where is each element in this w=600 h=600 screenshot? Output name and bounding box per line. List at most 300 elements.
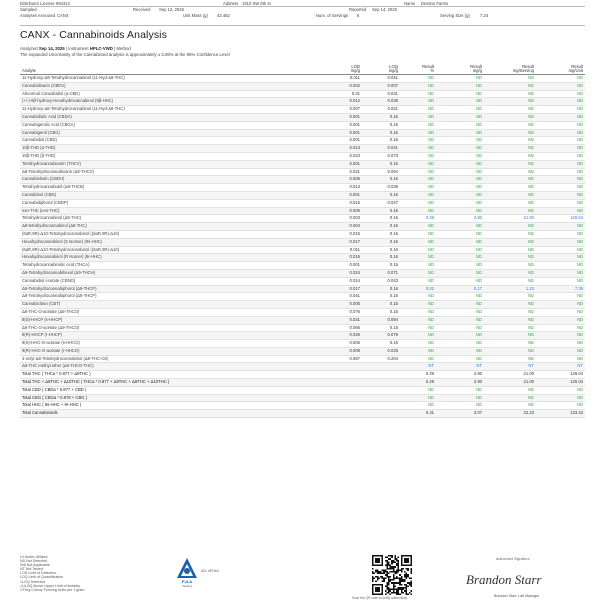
lod-value: 0.013 — [320, 145, 362, 153]
lod-value: 0.004 — [320, 223, 362, 231]
result-mg-serving: ND — [484, 269, 536, 277]
analyte-name: 10β-THD (α-THD) — [20, 145, 320, 153]
result-mg-unit: ND — [536, 402, 585, 410]
analyte-name: 11-Hydroxy-Δ8-Tetrahydrocannabinol (11-Hyd-Δ8-THC) — [20, 106, 320, 114]
loq-value — [362, 394, 400, 402]
result-mg-g: ND — [436, 75, 484, 83]
loq-value: 0.036 — [362, 98, 400, 106]
result-mg-g: ND — [436, 355, 484, 363]
analyte-name: Cannabinol (CBN) — [20, 191, 320, 199]
analyte-name: 9(S)-HHCP (s-HHCP) — [20, 316, 320, 324]
lod-value: 0.015 — [320, 230, 362, 238]
lod-value: 0.005 — [320, 176, 362, 184]
result-mg-serving: ND — [484, 386, 536, 394]
table-row — [20, 316, 585, 324]
result-mg-g: ND — [436, 106, 484, 114]
table-row — [20, 363, 585, 371]
section-rule — [20, 25, 585, 26]
result-mg-unit: ND — [536, 254, 585, 262]
table-row — [20, 340, 585, 348]
result-mg-g: ND — [436, 316, 484, 324]
table-row — [20, 285, 585, 293]
result-mg-g: ND — [436, 254, 484, 262]
result-mg-serving: ND — [484, 254, 536, 262]
result-mg-serving: ND — [484, 176, 536, 184]
result-mg-unit: ND — [536, 82, 585, 90]
analyte-name: Tetrahydrocannabutol (Δ9-THCB) — [20, 184, 320, 192]
result-mg-unit: ND — [536, 184, 585, 192]
result-percent: ND — [400, 230, 436, 238]
distributor-value: 994312 — [56, 1, 70, 6]
verification-qr-code[interactable] — [372, 555, 412, 595]
result-percent: 0.29 — [400, 379, 436, 387]
analyte-name: Tetrahydrocannabinol (Δ9-THC) — [20, 215, 320, 223]
result-mg-g: 0.17 — [436, 285, 484, 293]
signature-name: Brandon Starr, Lab Manager — [494, 594, 540, 598]
result-percent: ND — [400, 90, 436, 98]
uncertainty-note: The expanded Uncertainty of the Cannabinoid analysis is approximately ± 3.06% at the 95% Confidence Level — [20, 52, 230, 57]
legend-item: UI Under-Utilized — [20, 555, 48, 559]
lod-value: 0.014 — [320, 277, 362, 285]
analyte-name: Δ9-THC methyl ether (Δ9-THCO-THC) — [20, 363, 320, 371]
lod-value: 0.001 — [320, 262, 362, 270]
total-row — [20, 402, 585, 410]
result-percent: ND — [400, 176, 436, 184]
result-mg-serving: ND — [484, 199, 536, 207]
analyses-label: Analyses executed — [20, 13, 56, 18]
method-label: Method — [116, 46, 131, 51]
result-mg-unit: ND — [536, 386, 585, 394]
result-mg-unit: ND — [536, 324, 585, 332]
result-mg-g: ND — [436, 262, 484, 270]
analyte-name: Total THC + Δ8THC + Δ10THC ( THCa * 0.877 + Δ9THC + Δ8THC + Δ10THC ) — [20, 379, 320, 387]
result-mg-serving: 21.00 — [484, 215, 536, 223]
col-analyte: Analyte — [20, 62, 320, 75]
lod-value — [320, 410, 362, 418]
result-percent: ND — [400, 75, 436, 83]
total-row — [20, 410, 585, 418]
result-mg-unit: ND — [536, 262, 585, 270]
result-percent: ND — [400, 145, 436, 153]
address-label: Address — [223, 1, 239, 6]
analyte-name: Total THC ( THCa * 0.877 + Δ9THC ) — [20, 371, 320, 379]
result-mg-serving: ND — [484, 160, 536, 168]
analyte-name: Cannabidiolic Acid (CBDA) — [20, 113, 320, 121]
result-mg-unit: ND — [536, 293, 585, 301]
received-value: Sep 12, 2025 — [159, 7, 184, 12]
analyte-name: Δ9-THC-O-acetate (Δ9-THCO) — [20, 324, 320, 332]
result-percent: ND — [400, 106, 436, 114]
result-mg-unit: 126.04 — [536, 379, 585, 387]
table-row — [20, 324, 585, 332]
result-mg-g: ND — [436, 402, 484, 410]
result-mg-unit: ND — [536, 269, 585, 277]
result-mg-serving: ND — [484, 168, 536, 176]
result-percent: ND — [400, 191, 436, 199]
results-body — [20, 75, 585, 418]
loq-value: 0.094 — [362, 316, 400, 324]
distributor-label: Distributor License — [20, 1, 55, 6]
loq-value: 0.16 — [362, 129, 400, 137]
result-mg-serving: ND — [484, 82, 536, 90]
result-mg-serving: ND — [484, 347, 536, 355]
total-row — [20, 394, 585, 402]
table-row — [20, 121, 585, 129]
result-percent: ND — [400, 269, 436, 277]
analysis-meta: Analyzed Sep 14, 2025 | Instrument HPLC-VWD | Method — [20, 46, 131, 51]
result-mg-unit: ND — [536, 308, 585, 316]
analyte-name: Cannabigerol (CBG) — [20, 129, 320, 137]
analyte-name: Δ8-tetrahydrocannabinol (Δ8-THC) — [20, 223, 320, 231]
analyte-name: Tetrahydrocannabinolic Acid (THCA) — [20, 262, 320, 270]
result-mg-serving: ND — [484, 316, 536, 324]
result-mg-g: 2.90 — [436, 371, 484, 379]
result-mg-g: ND — [436, 160, 484, 168]
lod-value: 0.015 — [320, 199, 362, 207]
result-mg-g: ND — [436, 386, 484, 394]
legend-item: NT Not Tested — [20, 567, 43, 572]
result-mg-serving: ND — [484, 223, 536, 231]
analyte-name: 9(S)-HHC-O-acetate (s-HHCO) — [20, 340, 320, 348]
loq-value: 0.043 — [362, 277, 400, 285]
analyte-name: Δ9-Tetrahydrocannabiphorol (Δ9-THCP) — [20, 285, 320, 293]
lod-value: 0.023 — [320, 152, 362, 160]
header-info — [20, 0, 585, 18]
servings-label: Num. of Servings — [316, 13, 349, 18]
loq-value: 0.16 — [362, 121, 400, 129]
result-mg-unit: ND — [536, 121, 585, 129]
result-percent: ND — [400, 293, 436, 301]
cannabinoid-results-table — [20, 62, 585, 418]
result-percent: ND — [400, 355, 436, 363]
table-row — [20, 129, 585, 137]
result-mg-g: ND — [436, 394, 484, 402]
result-mg-g: ND — [436, 269, 484, 277]
lod-value: 0.001 — [320, 160, 362, 168]
result-mg-serving: ND — [484, 262, 536, 270]
lod-value: 0.011 — [320, 75, 362, 83]
qr-caption: Scan the QR code to verify authenticity — [352, 596, 408, 600]
result-percent: 0.29 — [400, 371, 436, 379]
analyte-name: Cannabigerolic Acid (CBGA) — [20, 121, 320, 129]
result-mg-g: ND — [436, 129, 484, 137]
table-row — [20, 168, 585, 176]
result-mg-serving: ND — [484, 301, 536, 309]
result-mg-g: ND — [436, 246, 484, 254]
col-loq: LOQ mg/g — [362, 62, 400, 75]
result-mg-g: 3.07 — [436, 410, 484, 418]
result-mg-unit: ND — [536, 332, 585, 340]
pjla-sub-text: Testing — [182, 584, 192, 588]
lod-value: 0.031 — [320, 316, 362, 324]
result-mg-serving: ND — [484, 137, 536, 145]
lod-value: 0.005 — [320, 301, 362, 309]
result-percent: ND — [400, 168, 436, 176]
abbreviation-legend — [20, 555, 84, 592]
loq-value: 0.047 — [362, 199, 400, 207]
loq-value: 0.16 — [362, 246, 400, 254]
result-mg-unit: 7.39 — [536, 285, 585, 293]
loq-value: 0.073 — [362, 152, 400, 160]
analyte-name: Δ8-THC-O-acetate (Δ8-THCO) — [20, 308, 320, 316]
loq-value: 0.16 — [362, 160, 400, 168]
total-row — [20, 379, 585, 387]
table-row — [20, 199, 585, 207]
lod-value: 0.005 — [320, 207, 362, 215]
legend-item: >ULOQ Above Upper Limit of linearity — [20, 583, 81, 588]
result-mg-unit: 126.04 — [536, 215, 585, 223]
result-mg-g: ND — [436, 293, 484, 301]
loq-value: 0.16 — [362, 301, 400, 309]
loq-value: 0.16 — [362, 223, 400, 231]
result-percent: ND — [400, 316, 436, 324]
result-mg-g: ND — [436, 207, 484, 215]
reported-value: Sep 14, 2025 — [372, 7, 397, 12]
lod-value: 0.017 — [320, 238, 362, 246]
result-mg-unit: ND — [536, 98, 585, 106]
result-mg-unit: ND — [536, 246, 585, 254]
table-row — [20, 184, 585, 192]
result-mg-serving: ND — [484, 129, 536, 137]
result-mg-unit: 133.43 — [536, 410, 585, 418]
lod-value: 0.001 — [320, 137, 362, 145]
result-mg-g: ND — [436, 137, 484, 145]
name-value: Destino Farms — [421, 1, 449, 6]
result-mg-serving: ND — [484, 277, 536, 285]
result-mg-g: ND — [436, 223, 484, 231]
analyte-name: 11-Hydroxy-Δ9-Tetrahydrocannabinol (11-Hyd-Δ9-THC) — [20, 75, 320, 83]
loq-value: 0.007 — [362, 82, 400, 90]
legend-item: N/A Not Applicable — [20, 563, 50, 568]
result-mg-unit: ND — [536, 223, 585, 231]
result-mg-g: 2.90 — [436, 215, 484, 223]
result-mg-serving: ND — [484, 121, 536, 129]
analyte-name: Cannabidiphorol (CBDP) — [20, 199, 320, 207]
result-percent: ND — [400, 324, 436, 332]
pjla-accreditation-logo — [175, 556, 231, 590]
analyte-name: Δ8-Tetrahydrocannabivarin (Δ8-THCV) — [20, 168, 320, 176]
result-percent: NT — [400, 363, 436, 371]
table-row — [20, 176, 585, 184]
result-mg-serving: ND — [484, 332, 536, 340]
analyte-name: exo-THC (exo-THC) — [20, 207, 320, 215]
lod-value: 0.016 — [320, 254, 362, 262]
loq-value: 0.064 — [362, 168, 400, 176]
lod-value: 0.001 — [320, 191, 362, 199]
result-mg-unit: ND — [536, 340, 585, 348]
col-result-mg-serving: Result mg/Serving — [484, 62, 536, 75]
result-mg-serving: NT — [484, 363, 536, 371]
result-mg-unit: ND — [536, 394, 585, 402]
legend-item: <LOQ Detected — [20, 579, 46, 584]
lod-value — [320, 371, 362, 379]
servings-value: 6 — [357, 13, 360, 18]
col-lod: LOD mg/g — [320, 62, 362, 75]
result-mg-serving: 21.00 — [484, 379, 536, 387]
lod-value: 0.067 — [320, 355, 362, 363]
result-mg-serving: ND — [484, 246, 536, 254]
address-value: 1910 SW 6th st — [242, 1, 271, 6]
lod-value — [320, 379, 362, 387]
result-percent: ND — [400, 137, 436, 145]
analyte-name: 3-octyl-Δ8-Tetrahydrocannabinol (Δ8-THC-C8) — [20, 355, 320, 363]
analyzed-label: Analyzed — [20, 46, 38, 51]
table-row — [20, 75, 585, 83]
result-mg-serving: 22.23 — [484, 410, 536, 418]
result-mg-unit: ND — [536, 316, 585, 324]
analyte-name: Cannabidivarin (CBDV) — [20, 82, 320, 90]
result-mg-g: ND — [436, 145, 484, 153]
loq-value: 0.16 — [362, 238, 400, 246]
lod-value: 0.024 — [320, 269, 362, 277]
result-percent: ND — [400, 308, 436, 316]
analyte-name: Cannabielsoin (CBDH) — [20, 176, 320, 184]
analyte-name: Tetrahydrocannabivarin (THCV) — [20, 160, 320, 168]
result-percent: ND — [400, 207, 436, 215]
authorized-signature — [462, 566, 572, 592]
analyte-name: Δ8-Tetrahydrocannabiphorol (Δ8-THCP) — [20, 293, 320, 301]
result-mg-serving: ND — [484, 191, 536, 199]
lod-value: 0.007 — [320, 106, 362, 114]
analyte-name: (6aR,9R)-Δ10-Tetrahydrocannabinol ((6aR,9R)-Δ10) — [20, 246, 320, 254]
table-row — [20, 82, 585, 90]
loq-value: 0.16 — [362, 176, 400, 184]
result-mg-serving: ND — [484, 75, 536, 83]
unit-mass-value: 43.462 — [217, 13, 230, 18]
analyte-name: (+/-)-9β-hydroxy-Hexahydrocannabinol (9β-HHC) — [20, 98, 320, 106]
table-row — [20, 152, 585, 160]
result-mg-unit: ND — [536, 168, 585, 176]
result-mg-g: 2.90 — [436, 379, 484, 387]
table-row — [20, 246, 585, 254]
lod-value: 0.011 — [320, 246, 362, 254]
result-mg-serving: 1.23 — [484, 285, 536, 293]
result-mg-g: ND — [436, 82, 484, 90]
loq-value: 0.079 — [362, 332, 400, 340]
lod-value: 0.013 — [320, 184, 362, 192]
loq-value: 0.16 — [362, 308, 400, 316]
result-percent: ND — [400, 254, 436, 262]
table-row — [20, 230, 585, 238]
result-mg-serving: ND — [484, 340, 536, 348]
legend-item: CFU/g Colony Forming Units per 1 gram — [20, 587, 85, 592]
loq-value: 0.16 — [362, 137, 400, 145]
result-mg-unit: ND — [536, 199, 585, 207]
signature-script: Brandon Starr — [466, 572, 542, 587]
lod-value — [320, 402, 362, 410]
analyte-name: 10β-THD (β-THD) — [20, 152, 320, 160]
sampled-label: Sampled — [20, 7, 37, 12]
analyte-name: Hexahydrocannabinol (R Isomer) (9r-HHC) — [20, 254, 320, 262]
result-mg-g: ND — [436, 340, 484, 348]
loq-value: 0.16 — [362, 324, 400, 332]
loq-value — [362, 371, 400, 379]
table-row — [20, 223, 585, 231]
total-row — [20, 386, 585, 394]
loq-value: 0.16 — [362, 191, 400, 199]
result-mg-g: ND — [436, 308, 484, 316]
result-percent: ND — [400, 82, 436, 90]
result-mg-unit: ND — [536, 106, 585, 114]
loq-value: 0.021 — [362, 106, 400, 114]
result-percent: ND — [400, 301, 436, 309]
table-row — [20, 98, 585, 106]
result-mg-unit: ND — [536, 152, 585, 160]
loq-value: 0.16 — [362, 262, 400, 270]
loq-value: 0.041 — [362, 145, 400, 153]
analyte-name: Total CBG ( CBGa * 0.878 + CBG ) — [20, 394, 320, 402]
loq-value — [362, 386, 400, 394]
result-mg-g: ND — [436, 90, 484, 98]
result-mg-g: ND — [436, 230, 484, 238]
table-row — [20, 238, 585, 246]
table-row — [20, 301, 585, 309]
analyte-name: Hexahydrocannabinol (S Isomer) (9s-HHC) — [20, 238, 320, 246]
result-mg-g: ND — [436, 347, 484, 355]
table-row — [20, 113, 585, 121]
lod-value: 0.021 — [320, 168, 362, 176]
analyte-name: 9(R)-HHC-O-acetate (r-HHCO) — [20, 347, 320, 355]
loq-value: 0.041 — [362, 75, 400, 83]
lod-value: 0.026 — [320, 332, 362, 340]
loq-value: 0.038 — [362, 184, 400, 192]
table-row — [20, 207, 585, 215]
total-row — [20, 371, 585, 379]
result-percent: ND — [400, 129, 436, 137]
analyte-name: Cannabidiol (CBD) — [20, 137, 320, 145]
loq-value — [362, 379, 400, 387]
loq-value: 0.071 — [362, 269, 400, 277]
lod-value — [320, 363, 362, 371]
loq-value: 0.16 — [362, 254, 400, 262]
result-percent: ND — [400, 199, 436, 207]
result-percent: 0.02 — [400, 285, 436, 293]
table-row — [20, 293, 585, 301]
col-result-mg-g: Result mg/g — [436, 62, 484, 75]
table-row — [20, 308, 585, 316]
analyte-name: Total CBD ( CBDa * 0.877 + CBD ) — [20, 386, 320, 394]
legend-item: LOQ Limit of Quantification — [20, 575, 64, 580]
result-percent: ND — [400, 347, 436, 355]
lod-value: 0.076 — [320, 308, 362, 316]
result-percent: ND — [400, 184, 436, 192]
result-mg-unit: ND — [536, 207, 585, 215]
result-mg-serving: ND — [484, 308, 536, 316]
result-mg-unit: ND — [536, 230, 585, 238]
result-mg-unit: ND — [536, 137, 585, 145]
result-percent: 0.29 — [400, 215, 436, 223]
result-mg-serving: ND — [484, 238, 536, 246]
table-row — [20, 269, 585, 277]
table-header-row — [20, 62, 585, 75]
result-mg-g: ND — [436, 324, 484, 332]
result-mg-serving: ND — [484, 355, 536, 363]
result-percent: ND — [400, 402, 436, 410]
result-mg-unit: ND — [536, 238, 585, 246]
loq-value: 0.16 — [362, 215, 400, 223]
result-mg-serving: ND — [484, 145, 536, 153]
header-rule — [20, 6, 585, 7]
result-mg-g: ND — [436, 199, 484, 207]
result-mg-unit: ND — [536, 191, 585, 199]
lod-value: 0.008 — [320, 347, 362, 355]
pjla-logo-text: PJLA — [181, 579, 193, 584]
result-mg-serving: 21.00 — [484, 371, 536, 379]
result-mg-serving: ND — [484, 98, 536, 106]
lod-value: 0.012 — [320, 98, 362, 106]
result-mg-unit: NT — [536, 363, 585, 371]
result-mg-serving: ND — [484, 90, 536, 98]
